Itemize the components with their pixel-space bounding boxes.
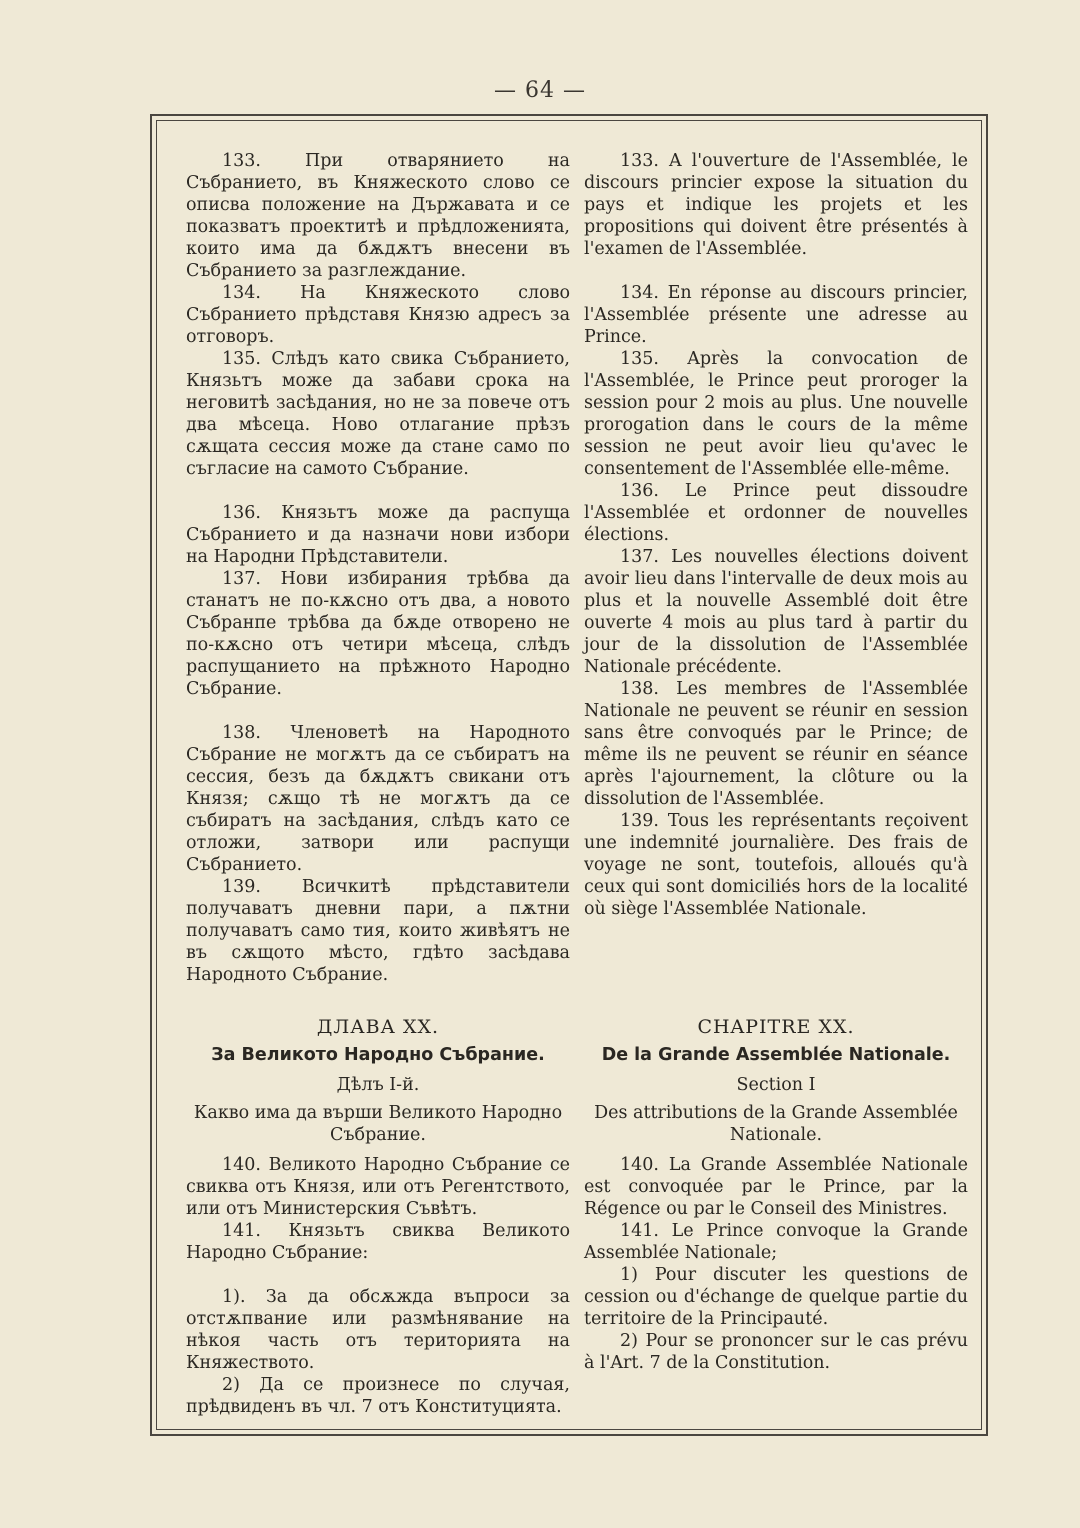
article-139-bg: 139. Всичкитѣ прѣдставители получаватъ дневни пари, а пѫтни получаватъ само тия, които живѣятъ не въ сѫщото мѣсто, гдѣто засѣдава Народното Събрание.	[186, 877, 570, 985]
item-1-bg: 1). За да обсѫжда въпроси за отстѫпвание или размѣнявание на нѣкоя часть отъ територията на Княжеството.	[186, 1287, 570, 1373]
article-133-fr: 133. A l'ouverture de l'Assemblée, le discours princier expose la situation du pays et indique les projets et les propositions qui doivent être présentés à l'examen de l'Assemblée.	[584, 151, 968, 259]
article-136-bg: 136. Князьтъ може да распуща Събранието и да назначи нови избори на Народни Прѣдставители.	[186, 503, 570, 567]
article-135-bg: 135. Слѣдъ като свика Събранието, Князьтъ може да забави срока на неговитѣ засѣдания, но не за повече отъ два мѣсеца. Ново отлагание прѣзъ сѫщата сессия може да стане само по съгласие на самото Събрание.	[186, 349, 570, 479]
article-140-bg: 140. Великото Народно Събрание се свиква отъ Князя, или отъ Регентството, или отъ Министерския Съвѣтъ.	[186, 1155, 570, 1219]
page-number: — 64 —	[494, 78, 586, 103]
article-135-fr: 135. Après la convocation de l'Assemblée, le Prince peut proroger la session pour 2 mois au plus. Une nouvelle prorogation dans le cours de la même session ne peut avoir lieu qu'avec le consentement de l'Assemblée elle-même.	[584, 349, 968, 479]
article-138-fr: 138. Les membres de l'Assemblée Nationale ne peuvent se réunir en session sans être convoqués par le Prince; de même ils ne peuvent se réunir en séance après l'ajournement, la clôture ou la dissolution de l'Assemblée.	[584, 679, 968, 809]
bulgarian-lower	[186, 1154, 570, 1418]
chapter-title-bg: ДЛАВА XX.	[316, 1016, 440, 1038]
article-133-bg: 133. При отварянието на Събранието, въ Княжеското слово се описва положение на Държавата и се показватъ проектитѣ и прѣдложенията, които има да бѫдѫтъ внесени въ Събранието за разглеждание.	[186, 151, 570, 281]
chapter-title-fr: CHAPITRE XX.	[697, 1016, 855, 1038]
article-138-bg: 138. Членоветѣ на Народното Събрание не могѫтъ да се събиратъ на сессия, безъ да бѫдѫтъ свикани отъ Князя; сѫщо тѣ не могѫтъ да се събиратъ на засѣдания, слѣдъ като се отложи, затвори или распущи Събранието.	[186, 723, 570, 875]
section-title-fr: Section I	[736, 1075, 816, 1095]
article-140-fr: 140. La Grande Assemblée Nationale est convoquée par le Prince, par la Régence ou par le Conseil des Ministres.	[584, 1155, 968, 1219]
item-2-bg: 2) Да се произнесе по случая, прѣдвиденъ въ чл. 7 отъ Конституцията.	[186, 1375, 570, 1417]
french-lower	[584, 1154, 968, 1374]
article-134-bg: 134. На Княжеското слово Събранието прѣдставя Князю адресъ за отговоръ.	[186, 283, 570, 347]
french-column	[584, 150, 968, 920]
chapter-heading-fr	[584, 1016, 968, 1146]
section-desc-fr: Des attributions de la Grande Assemblée Nationale.	[594, 1103, 958, 1145]
article-137-fr: 137. Les nouvelles élections doivent avoir lieu dans l'intervalle de deux mois au plus et la nouvelle Assemblé doit être ouverte 4 mois au plus tard à partir du jour de la dissolution de l'Assemblée Nationale précédente.	[584, 547, 968, 677]
item-1-fr: 1) Pour discuter les questions de cession ou d'échange de quelque partie du territoire de la Principauté.	[584, 1265, 968, 1329]
article-137-bg: 137. Нови избирания трѣбва да станатъ не по-кѫсно отъ два, а новото Събранпе трѣбва да бѫде отворено не по-кѫсно отъ четири мѣсеца, слѣдъ распущанието на прѣжното Народно Събрание.	[186, 569, 570, 699]
item-2-fr: 2) Pour se prononcer sur le cas prévu à l'Art. 7 de la Constitution.	[584, 1331, 968, 1373]
chapter-subtitle-bg: За Великото Народно Събрание.	[211, 1045, 545, 1065]
section-title-bg: Дѣлъ I-й.	[336, 1075, 420, 1095]
article-141-bg: 141. Князьтъ свиква Великото Народно Събрание:	[186, 1221, 570, 1263]
article-136-fr: 136. Le Prince peut dissoudre l'Assemblée et ordonner de nouvelles élections.	[584, 481, 968, 545]
bulgarian-column	[186, 150, 570, 986]
article-139-fr: 139. Tous les représentants reçoivent une indemnité journalière. Des frais de voyage ne sont, toutefois, alloués qu'à ceux qui sont domiciliés hors de la localité où siège l'Assemblée Nationale.	[584, 811, 968, 919]
chapter-subtitle-fr: De la Grande Assemblée Nationale.	[601, 1045, 951, 1065]
article-141-fr: 141. Le Prince convoque la Grande Assemblée Nationale;	[584, 1221, 968, 1263]
chapter-heading-bg	[186, 1016, 570, 1146]
article-134-fr: 134. En réponse au discours princier, l'Assemblée présente une adresse au Prince.	[584, 283, 968, 347]
section-desc-bg: Какво има да върши Великото Народно Събрание.	[193, 1103, 563, 1145]
